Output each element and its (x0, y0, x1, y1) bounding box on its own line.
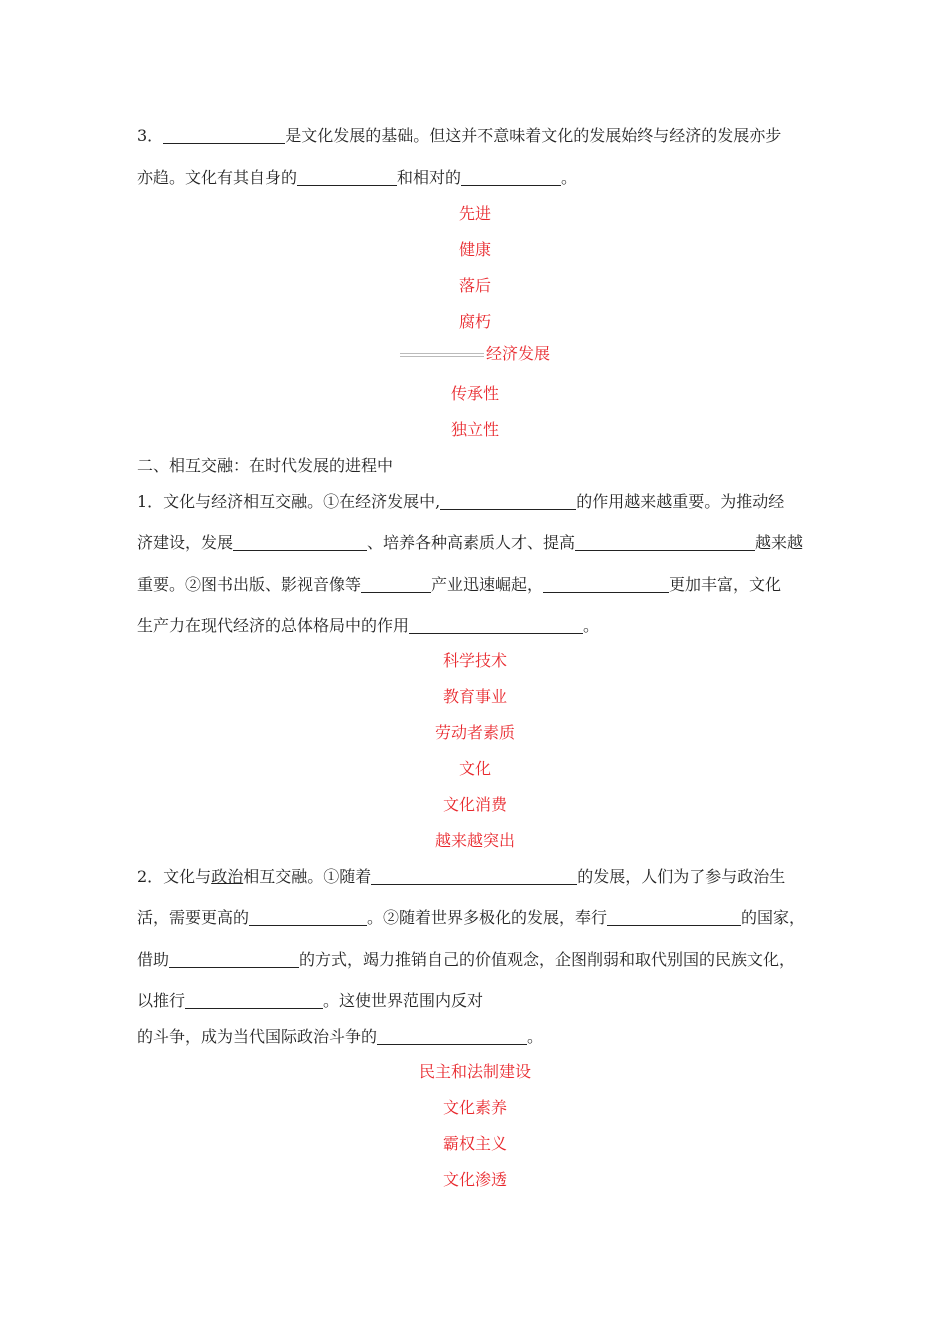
blank (409, 617, 583, 634)
text: 的国家， (741, 908, 806, 927)
text: 活，需要更高的 (137, 908, 250, 927)
underlined-text: 政治 (211, 867, 244, 886)
blank (543, 576, 669, 593)
answer: 文化素养 (442, 1098, 507, 1117)
text: 更加丰富，文化 (669, 575, 782, 594)
blank (361, 576, 431, 593)
answer: 科学技术 (442, 651, 507, 670)
answer: 健康 (458, 240, 491, 259)
answer-with-rule (400, 343, 550, 365)
blank (575, 534, 755, 551)
answer: 独立性 (450, 420, 499, 439)
s3-line-2 (137, 167, 577, 189)
text: 以推行 (137, 991, 186, 1010)
text: 1．文化与经济相互交融。①在经济发展中, (137, 492, 441, 511)
blank (169, 951, 299, 968)
double-rule (400, 353, 484, 357)
text: 。 (527, 1027, 544, 1046)
blank (233, 534, 367, 551)
text: 亦趋。文化有其自身的 (137, 168, 298, 187)
text: 、培养各种高素质人才、提高 (367, 533, 576, 552)
blank (461, 169, 561, 186)
text: 济建设，发展 (137, 533, 234, 552)
text: 重要。②图书出版、影视音像等 (137, 575, 362, 594)
answer: 越来越突出 (434, 831, 515, 850)
answer: 腐朽 (458, 312, 491, 331)
blank (440, 493, 576, 510)
q1-line-1 (137, 491, 784, 513)
q2-line-1 (137, 866, 785, 888)
answer: 经济发展 (486, 344, 551, 363)
text: 是文化发展的基础。但这并不意味着文化的发展始终与经济的发展亦步 (285, 126, 782, 145)
text: 的斗争，成为当代国际政治斗争的 (137, 1027, 378, 1046)
text: 越来越 (755, 533, 804, 552)
blank (297, 169, 397, 186)
blank (163, 127, 285, 144)
text: 产业迅速崛起， (431, 575, 544, 594)
answer: 文化消费 (442, 795, 507, 814)
answer: 文化 (458, 759, 491, 778)
blank (371, 868, 577, 885)
text: 相互交融。①随着 (243, 867, 372, 886)
s3-num: 3． (137, 126, 164, 145)
text: 2．文化与 (137, 867, 212, 886)
text: 生产力在现代经济的总体格局中的作用 (137, 616, 410, 635)
answer: 传承性 (450, 384, 499, 403)
answer: 劳动者素质 (434, 723, 515, 742)
answer: 民主和法制建设 (418, 1062, 531, 1081)
answer: 落后 (458, 276, 491, 295)
q1-line-2 (137, 532, 803, 554)
answer: 先进 (458, 204, 491, 223)
answer: 文化渗透 (442, 1170, 507, 1189)
text: 。 (583, 616, 600, 635)
text: 和相对的 (397, 168, 462, 187)
q2-line-4 (137, 990, 483, 1012)
blank (377, 1028, 527, 1045)
blank (249, 909, 367, 926)
text: 。 (561, 168, 578, 187)
text: 。这使世界范围内反对 (323, 991, 484, 1010)
text: 的方式，竭力推销自己的价值观念，企图削弱和取代别国的民族文化， (299, 950, 796, 969)
answer: 霸权主义 (442, 1134, 507, 1153)
q2-line-2 (137, 907, 805, 929)
s3-line-1 (137, 125, 781, 147)
text: 借助 (137, 950, 170, 969)
blank (607, 909, 741, 926)
q2-line-3 (137, 949, 795, 971)
text: 。②随着世界多极化的发展，奉行 (367, 908, 608, 927)
text: 的发展，人们为了参与政治生 (577, 867, 786, 886)
blank (185, 992, 323, 1009)
text: 的作用越来越重要。为推动经 (576, 492, 785, 511)
section-heading: 二、相互交融：在时代发展的进程中 (137, 456, 394, 475)
answer: 教育事业 (442, 687, 507, 706)
q1-line-3 (137, 574, 781, 596)
q1-line-4 (137, 615, 599, 637)
q2-line-5 (137, 1026, 543, 1048)
